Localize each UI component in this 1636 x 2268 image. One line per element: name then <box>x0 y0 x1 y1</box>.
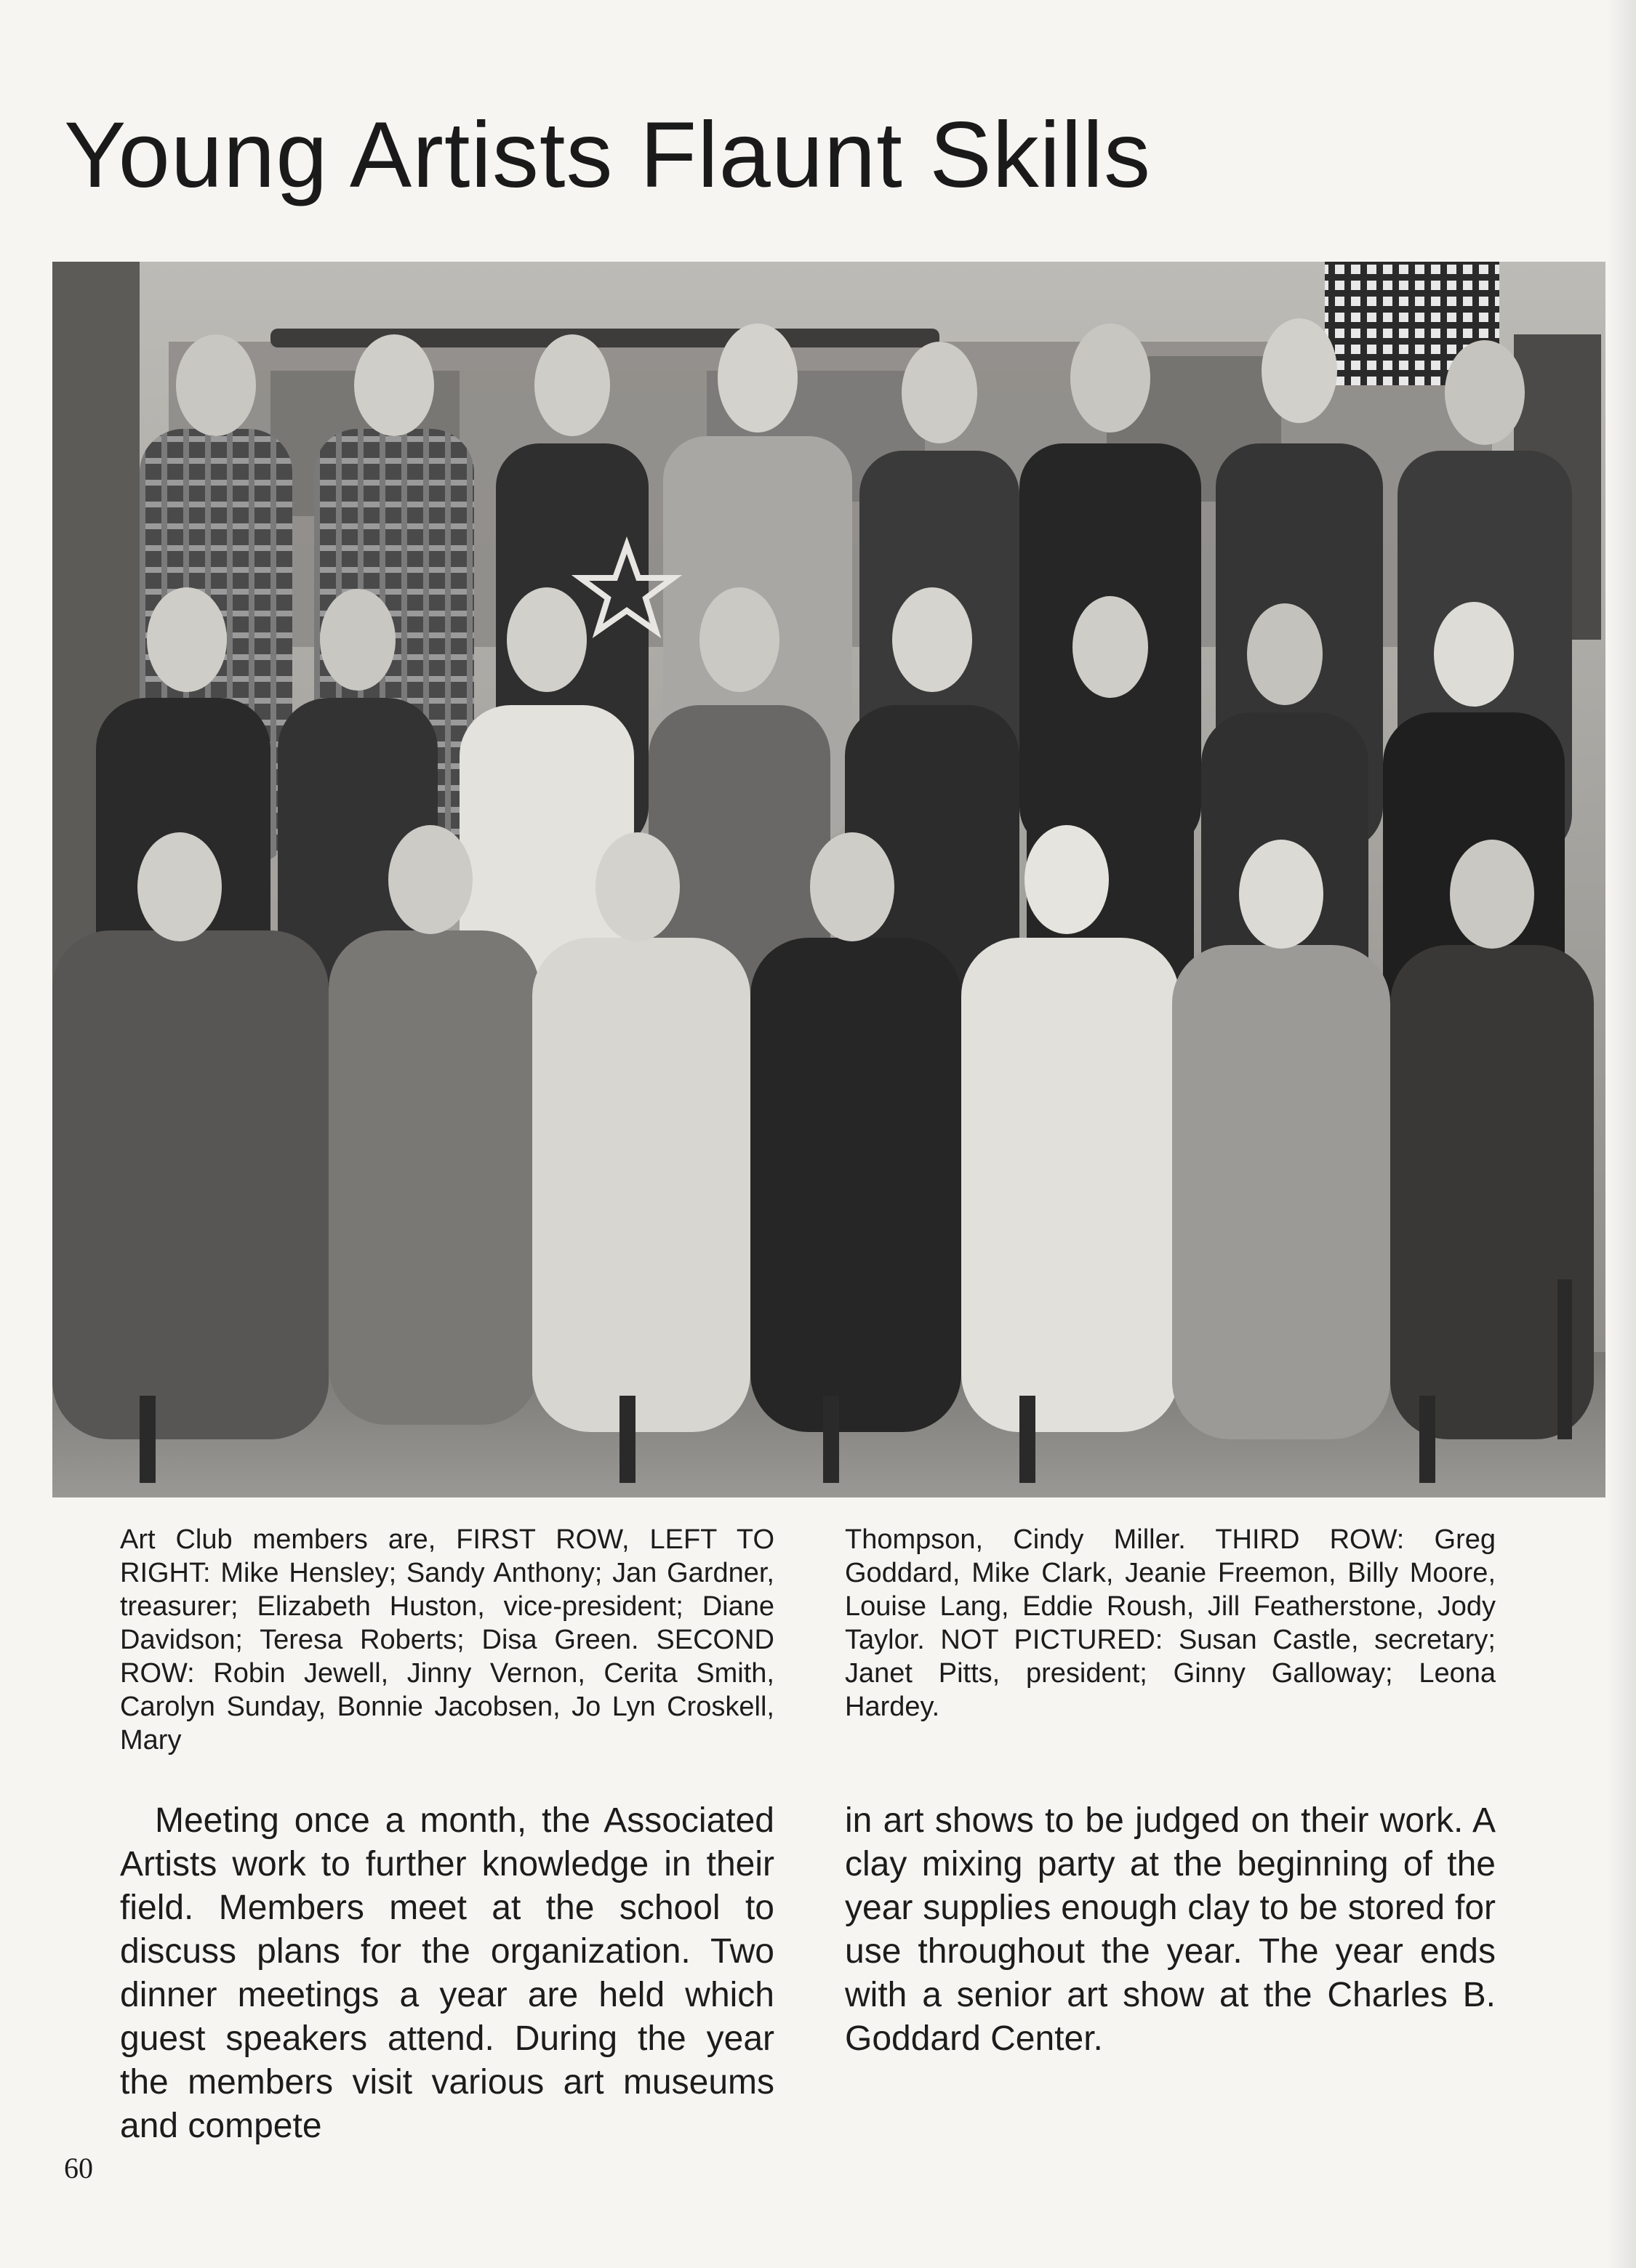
photo-caption-left: Art Club members are, FIRST ROW, LEFT TO RIGHT: Mike Hensley; Sandy Anthony; Jan Gardner, treasurer; Elizabeth Huston, vice-president; Diane Davidson; Teresa Roberts; Disa Green. SECOND ROW: Robin Jewell, Jinny Vernon, Cerita Smith, Carolyn Sunday, Bonnie Jacobsen, Jo Lyn Croskell, Mary <box>120 1524 774 1756</box>
page-title: Young Artists Flaunt Skills <box>64 103 1151 207</box>
page-edge-shadow <box>1607 0 1636 2268</box>
article-body-left: Meeting once a month, the Associated Artists work to further knowledge in their field. Members meet at the school to discuss plans for the organization. Two dinner meetings a year are held which guest speakers attend. During the year the members visit various art museums and compete <box>120 1801 774 2145</box>
article-body-right: in art shows to be judged on their work. A clay mixing party at the beginning of the year supplies enough clay to be stored for use throughout the year. The year ends with a senior art show at the Charles B. Goddard Center. <box>845 1801 1496 2058</box>
page-number: 60 <box>64 2152 93 2184</box>
group-photo <box>52 262 1605 1497</box>
photo-caption-right: Thompson, Cindy Miller. THIRD ROW: Greg Goddard, Mike Clark, Jeanie Freemon, Billy Moore, Louise Lang, Eddie Roush, Jill Featherstone, Jody Taylor. NOT PICTURED: Susan Castle, secretary; Janet Pitts, president; Ginny Galloway; Leona Hardey. <box>845 1524 1496 1722</box>
